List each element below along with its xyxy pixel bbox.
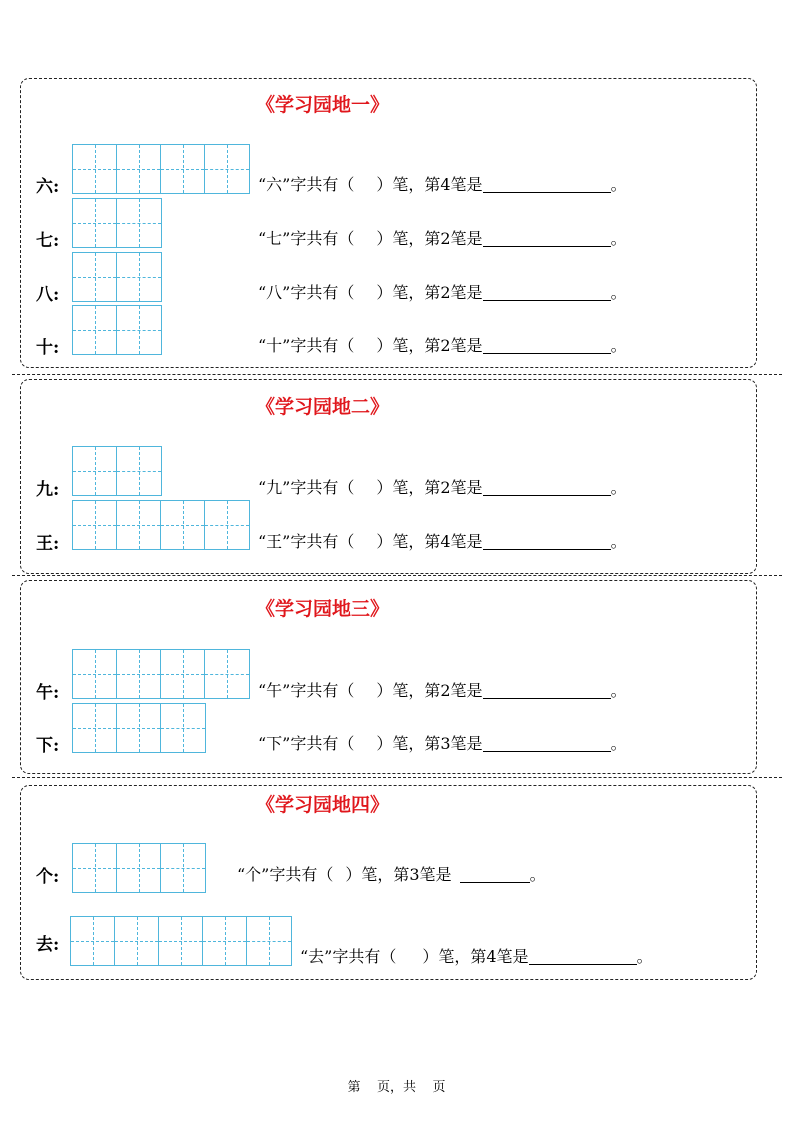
writing-grid[interactable]: [72, 252, 162, 302]
page-footer: 第 页，共 页: [347, 1080, 446, 1095]
answer-blank[interactable]: [483, 548, 611, 550]
question: “下”字共有（ ）笔，第3笔是 。: [258, 734, 627, 753]
question: “王”字共有（ ）笔，第4笔是 。: [258, 532, 627, 551]
section-1-title: 《学习园地一》: [256, 94, 390, 116]
row-label: 九:: [36, 480, 60, 500]
writing-grid[interactable]: [70, 916, 292, 966]
answer-blank[interactable]: [483, 245, 611, 247]
question: “去”字共有（ ）笔，第4笔是 。: [300, 947, 653, 966]
section-2-title: 《学习园地二》: [256, 396, 390, 418]
writing-grid[interactable]: [72, 649, 250, 699]
answer-blank[interactable]: [483, 352, 611, 354]
row-label: 王:: [36, 534, 60, 554]
question: “六”字共有（ ）笔，第4笔是 。: [258, 175, 627, 194]
writing-grid[interactable]: [72, 843, 206, 893]
row-label: 六:: [36, 177, 60, 197]
section-4-title: 《学习园地四》: [256, 794, 390, 816]
question: “个”字共有（ ）笔，第3笔是 。: [237, 865, 546, 884]
question: “午”字共有（ ）笔，第2笔是 。: [258, 681, 627, 700]
row-label: 下:: [36, 736, 60, 756]
row-label: 十:: [36, 338, 60, 358]
question: “八”字共有（ ）笔，第2笔是 。: [258, 283, 627, 302]
answer-blank[interactable]: [483, 191, 611, 193]
writing-grid[interactable]: [72, 305, 162, 355]
row-label: 七:: [36, 231, 60, 251]
row-label: 八:: [36, 285, 60, 305]
answer-blank[interactable]: [529, 963, 637, 965]
writing-grid[interactable]: [72, 500, 250, 550]
answer-blank[interactable]: [483, 299, 611, 301]
answer-blank[interactable]: [483, 697, 611, 699]
question: “七”字共有（ ）笔，第2笔是 。: [258, 229, 627, 248]
question: “九”字共有（ ）笔，第2笔是 。: [258, 478, 627, 497]
cut-line: [12, 777, 782, 778]
writing-grid[interactable]: [72, 703, 206, 753]
writing-grid[interactable]: [72, 144, 250, 194]
cut-line: [12, 374, 782, 375]
answer-blank[interactable]: [483, 750, 611, 752]
section-3-title: 《学习园地三》: [256, 598, 390, 620]
writing-grid[interactable]: [72, 446, 162, 496]
answer-blank[interactable]: [483, 494, 611, 496]
row-label: 午:: [36, 683, 60, 703]
writing-grid[interactable]: [72, 198, 162, 248]
answer-blank[interactable]: [460, 881, 530, 883]
cut-line: [12, 575, 782, 576]
row-label: 去:: [36, 935, 60, 955]
question: “十”字共有（ ）笔，第2笔是 。: [258, 336, 627, 355]
row-label: 个:: [36, 867, 60, 887]
